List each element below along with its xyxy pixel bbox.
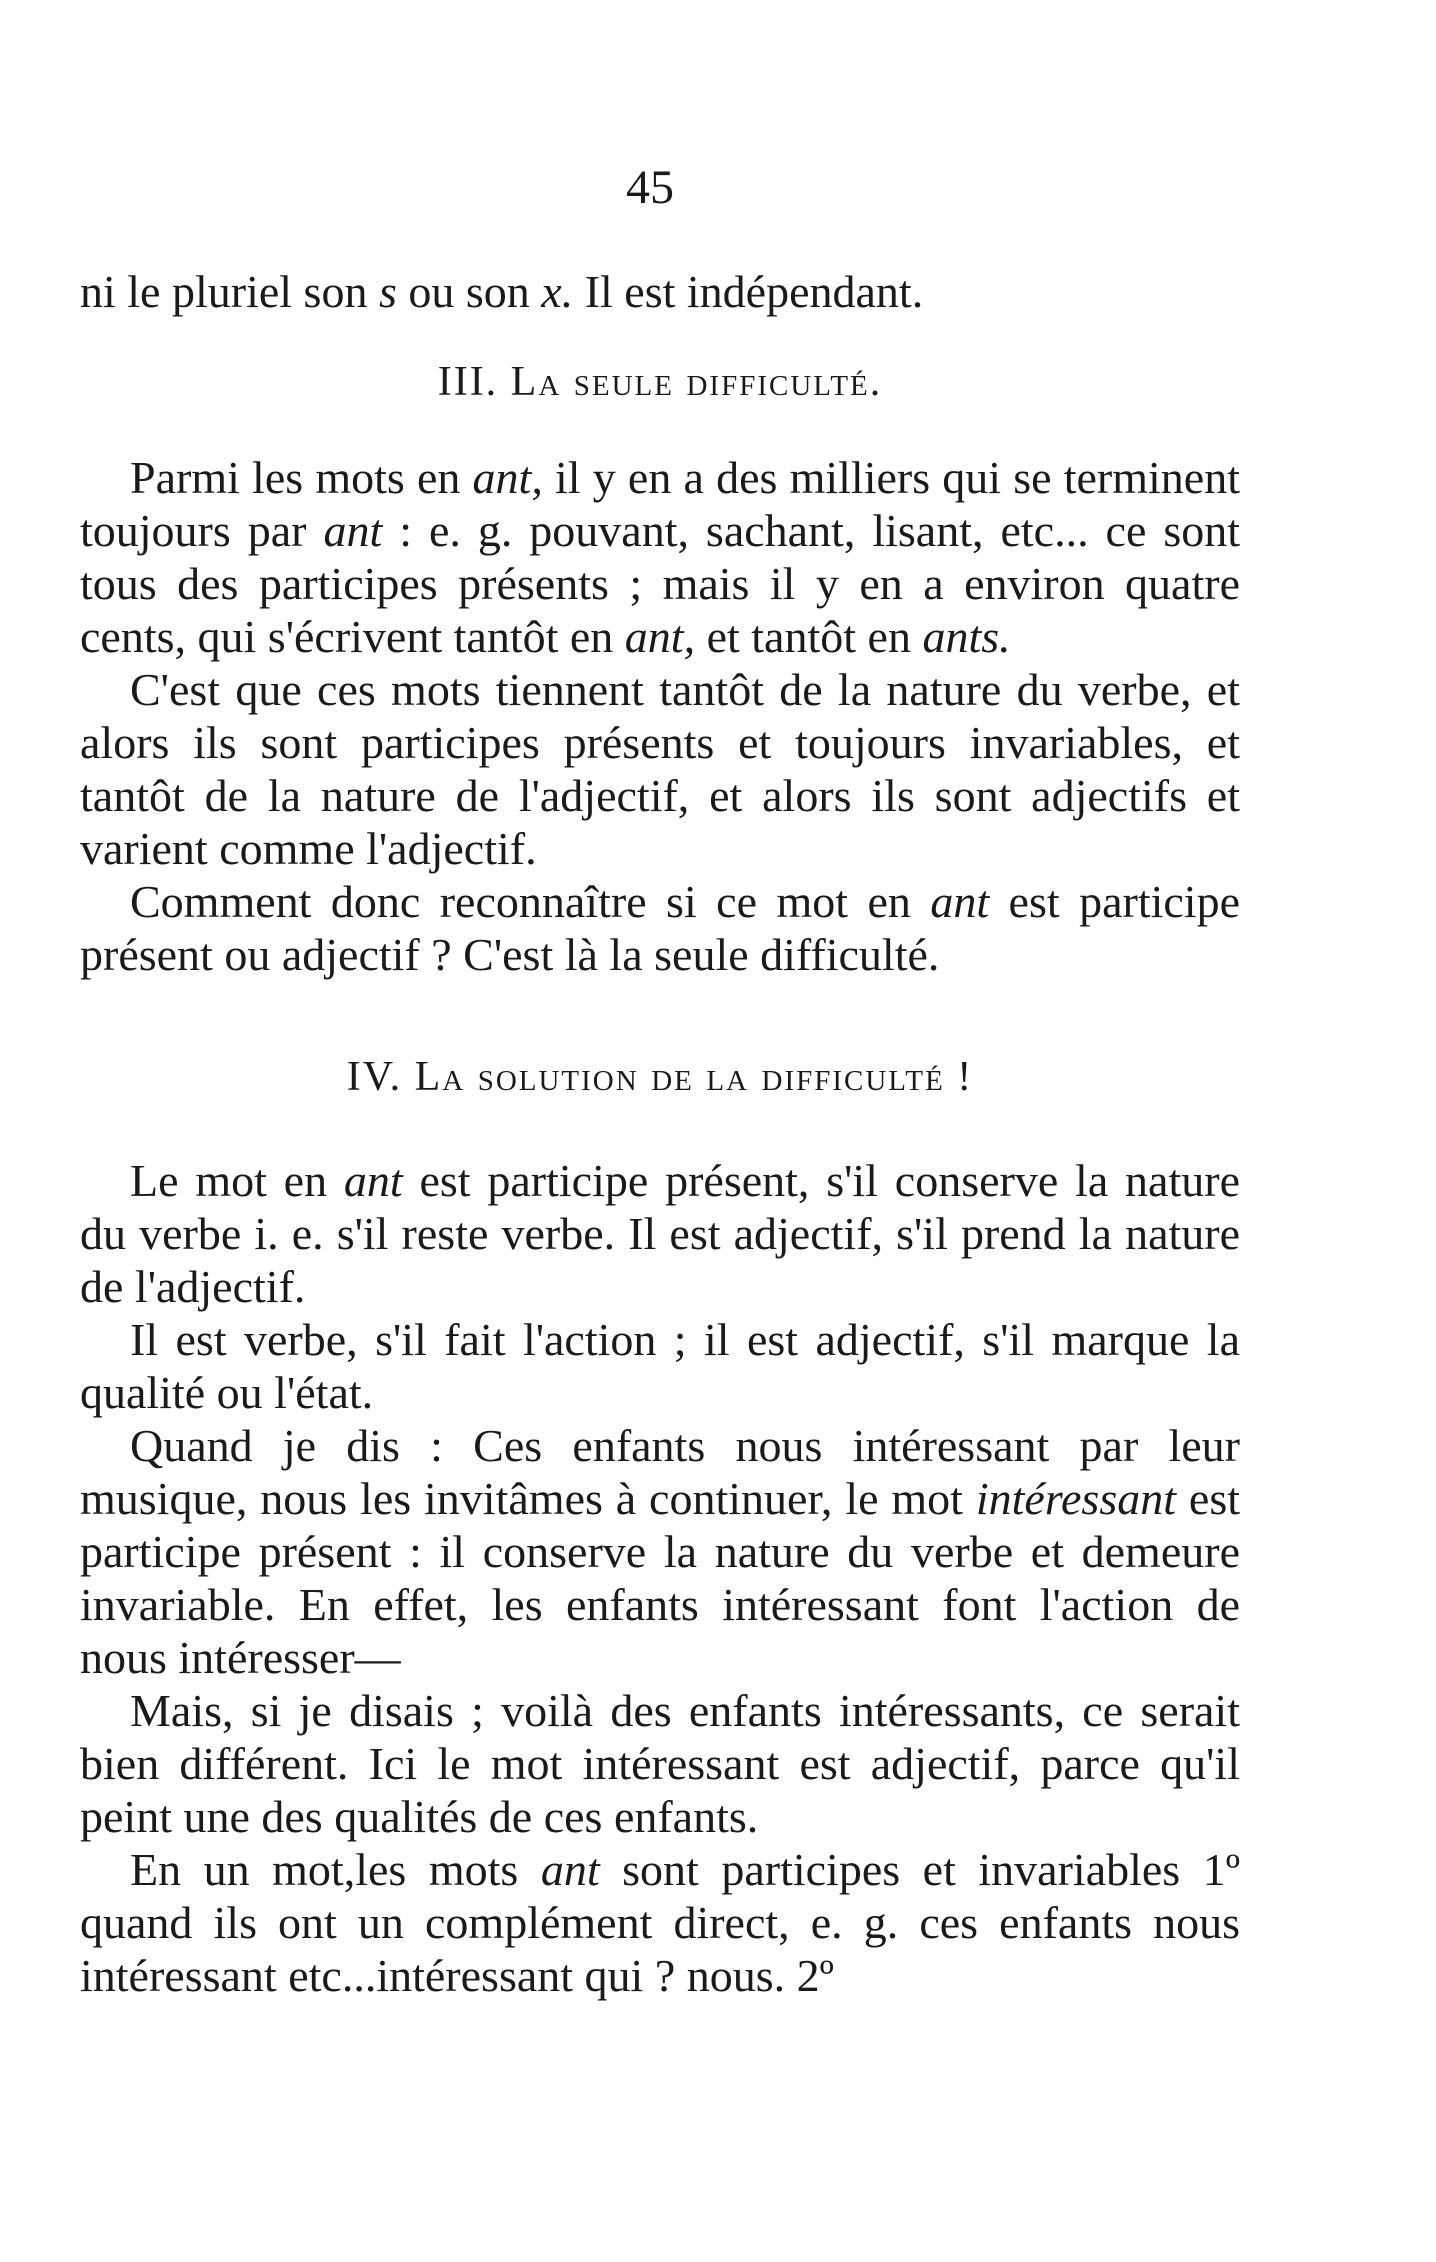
text-run: il y en a des milliers qui se terminent toujours par bbox=[80, 452, 1240, 556]
paragraph: Il est verbe, s'il fait l'action ; il est adjectif, s'il marque la qualité ou l'état. bbox=[80, 1314, 1240, 1418]
paragraph bbox=[80, 1154, 1240, 1313]
text-run: Quand je dis : Ces enfants nous intéressant par leur musique, nous les invitâmes à continuer, le mot bbox=[80, 1420, 1240, 1524]
italic-term: ant bbox=[323, 505, 383, 556]
page-number: 45 bbox=[626, 161, 674, 214]
italic-term: ant, bbox=[472, 452, 543, 503]
text-run: ni le pluriel son bbox=[80, 266, 379, 317]
section-heading-4: IV. La solution de la difficulté ! bbox=[346, 1054, 974, 1100]
text-run: sont participes et invariables 1º quand ils ont un complément direct, e. g. ces enfants nous intéressant etc...intéressant qui ? nous. 2º bbox=[80, 1844, 1240, 2001]
italic-term: ant bbox=[540, 1844, 600, 1895]
italic-term: ants. bbox=[922, 611, 1011, 662]
paragraph bbox=[80, 451, 1240, 663]
italic-letter: s bbox=[378, 266, 397, 317]
paragraph: Mais, si je disais ; voilà des enfants intéressants, ce serait bien différent. Ici le mot intéressant est adjectif, parce qu'il peint une des qualités de ces enfants. bbox=[80, 1685, 1240, 1842]
italic-term: intéressant bbox=[975, 1473, 1177, 1524]
continuation-line bbox=[80, 265, 1240, 318]
italic-term: ant, bbox=[624, 611, 696, 662]
text-run: est participe présent, s'il conserve la nature du verbe i. e. s'il reste verbe. Il est adjectif, s'il prend la nature de l'adjectif. bbox=[80, 1155, 1240, 1312]
text-run: Il est indépendant. bbox=[573, 266, 924, 317]
text-run: En un mot,les mots bbox=[130, 1844, 541, 1895]
paragraph bbox=[80, 1419, 1240, 1684]
text-run: Parmi les mots en bbox=[130, 452, 473, 503]
section-heading-3: III. La seule difficulté. bbox=[437, 359, 883, 405]
text-run: est participe présent ou adjectif ? C'est là la seule difficulté. bbox=[80, 876, 1241, 980]
italic-letter: x. bbox=[541, 266, 574, 317]
text-run: est participe présent : il conserve la nature du verbe et demeure invariable. En effet, les enfants intéressant font l'action de nous intéresser— bbox=[80, 1473, 1240, 1683]
text-run: Le mot en bbox=[130, 1155, 344, 1206]
italic-term: ant bbox=[343, 1155, 403, 1206]
text-run: : e. g. pouvant, sachant, lisant, etc... ce sont tous des participes présents ; mais il y en a environ quatre cents, qui s'écrivent tantôt en bbox=[80, 505, 1241, 662]
paragraph bbox=[80, 1843, 1240, 2002]
paragraph: C'est que ces mots tiennent tantôt de la nature du verbe, et alors ils sont participes présents et toujours invariables, et tantôt de la nature de l'adjectif, et alors ils sont adjectifs et varient comme l'adjectif. bbox=[80, 664, 1240, 874]
italic-term: ant bbox=[930, 876, 990, 927]
text-run: Comment donc reconnaître si ce mot en bbox=[130, 876, 931, 927]
page-body bbox=[80, 265, 1240, 2002]
text-run: et tantôt en bbox=[695, 611, 923, 662]
text-run: ou son bbox=[396, 266, 542, 317]
paragraph bbox=[80, 875, 1240, 981]
